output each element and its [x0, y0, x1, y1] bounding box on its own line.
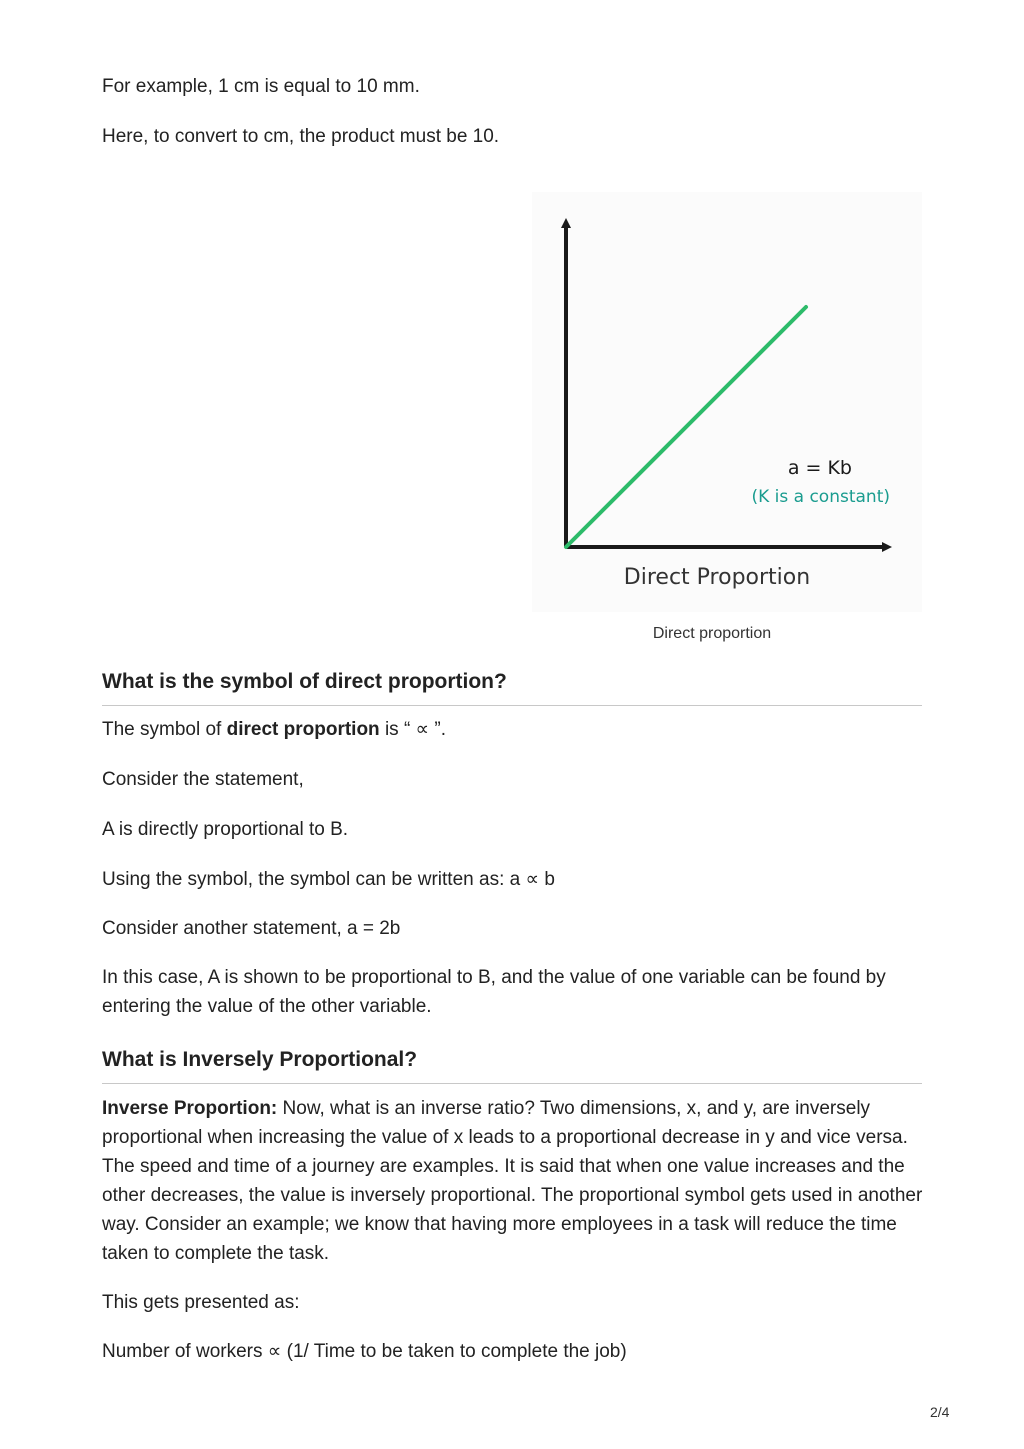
paragraph-statement: A is directly proportional to B. — [102, 819, 349, 840]
paragraph-in-this-case: In this case, A is shown to be proportional to B, and the value of one variable can be found by entering the value of the other variable. — [102, 967, 886, 1017]
paragraph-example: For example, 1 cm is equal to 10 mm. — [102, 76, 420, 97]
paragraph-inverse-proportion — [102, 1094, 924, 1268]
page-number: 2/4 — [930, 1404, 950, 1420]
heading-symbol-direct-proportion: What is the symbol of direct proportion? — [102, 669, 922, 706]
direct-proportion-figure — [532, 192, 922, 612]
inverse-proportion-bold: Inverse Proportion: — [102, 1098, 278, 1119]
paragraph-consider: Consider the statement, — [102, 769, 304, 790]
direct-proportion-graph — [532, 192, 922, 612]
symbol-text-pre: The symbol of — [102, 719, 227, 740]
paragraph-presented: This gets presented as: — [102, 1292, 300, 1313]
equation-label: a = Kb — [787, 457, 852, 479]
symbol-text-bold: direct proportion — [226, 719, 380, 740]
paragraph-using-symbol: Using the symbol, the symbol can be written as: a ∝ b — [102, 869, 555, 890]
heading-inversely-proportional: What is Inversely Proportional? — [102, 1047, 922, 1084]
figure-caption: Direct proportion — [652, 625, 772, 642]
paragraph-symbol — [102, 715, 924, 744]
figure-title: Direct Proportion — [623, 565, 811, 590]
constant-note: (K is a constant) — [751, 487, 890, 507]
symbol-text-post: is “ ∝ ”. — [379, 719, 447, 740]
paragraph-convert: Here, to convert to cm, the product must be 10. — [102, 126, 500, 147]
paragraph-another-statement: Consider another statement, a = 2b — [102, 918, 401, 939]
inverse-proportion-text: Now, what is an inverse ratio? Two dimensions, x, and y, are inversely proportional when increasing the value of x leads to a proportional decrease in y and vice versa. The speed and time of a journey are examples. It is said that when one value increases and the other decreases, the value is inversely proportional. The proportional symbol gets used in another way. Consider an example; we know that having more employees in a task will reduce the time taken to complete the task. — [102, 1098, 923, 1264]
paragraph-workers: Number of workers ∝ (1/ Time to be taken to complete the job) — [102, 1341, 627, 1362]
